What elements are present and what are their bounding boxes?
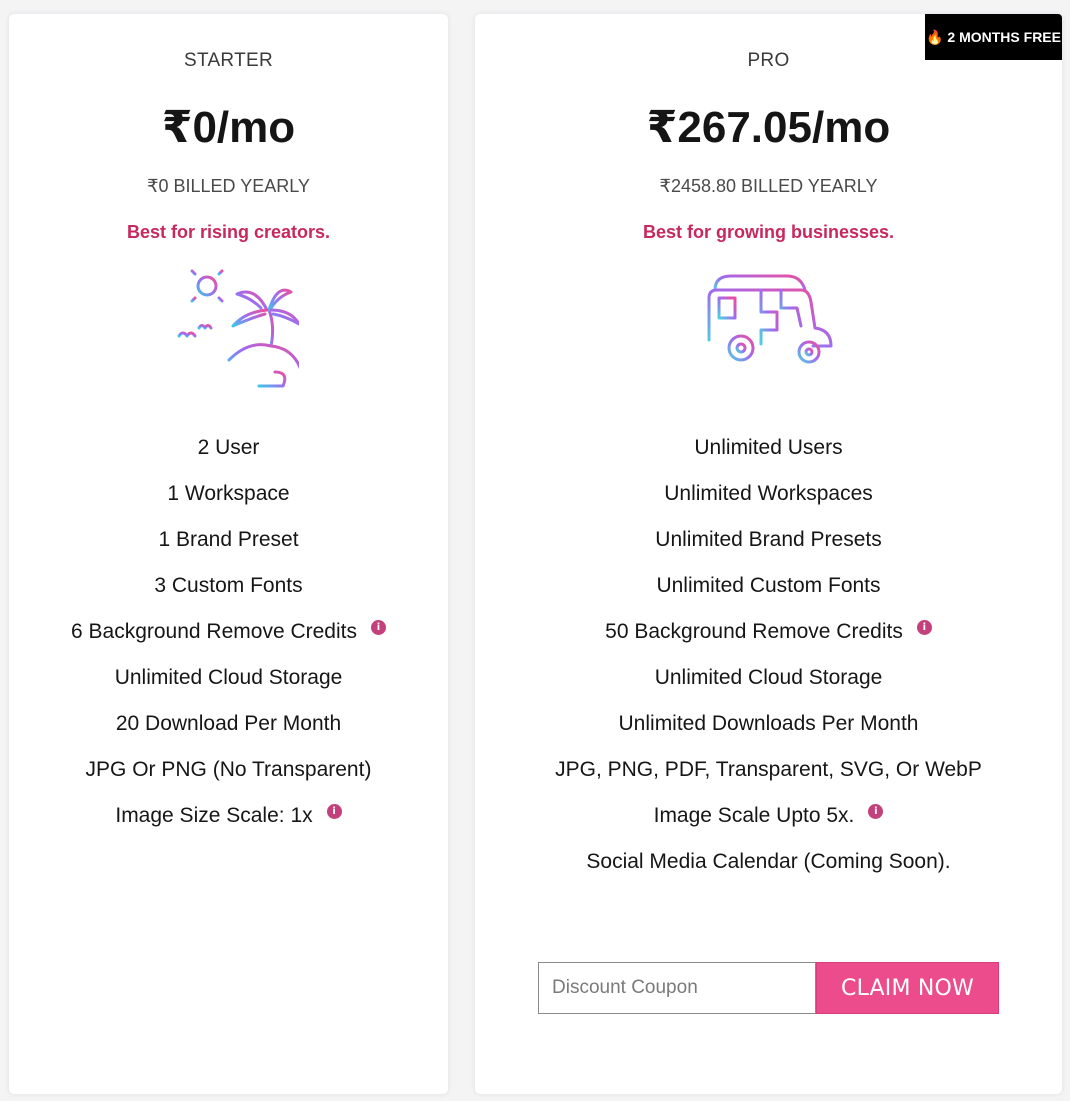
feature-item: Unlimited Cloud Storage — [654, 666, 883, 689]
feature-item: JPG, PNG, PDF, Transparent, SVG, Or WebP — [555, 758, 982, 781]
feature-item: Unlimited Cloud Storage — [114, 666, 343, 689]
pro-plan-card — [474, 13, 1063, 1095]
feature-list — [9, 434, 448, 848]
feature-item: Image Scale Upto 5x. i — [475, 802, 1062, 848]
feature-list — [475, 434, 1062, 894]
feature-item: Social Media Calendar (Coming Soon). — [586, 850, 951, 873]
promo-badge-label: 2 MONTHS FREE — [947, 29, 1061, 45]
plan-tagline: Best for rising creators. — [126, 222, 331, 242]
plan-price: ₹267.05/mo — [646, 103, 891, 152]
feature-item: 50 Background Remove Credits i — [475, 618, 1062, 664]
auto-rickshaw-icon — [701, 268, 837, 372]
starter-plan-card — [8, 13, 449, 1095]
plan-name: PRO — [747, 50, 790, 71]
claim-now-button[interactable]: CLAIM NOW — [816, 962, 999, 1014]
feature-item: 2 User — [197, 436, 260, 459]
plan-tagline: Best for growing businesses. — [642, 222, 895, 242]
info-icon[interactable]: i — [868, 804, 883, 819]
feature-item: 3 Custom Fonts — [154, 574, 303, 597]
feature-item: JPG Or PNG (No Transparent) — [85, 758, 372, 781]
feature-item: 20 Download Per Month — [115, 712, 342, 735]
plan-name: STARTER — [183, 50, 274, 71]
feature-item: 1 Workspace — [167, 482, 290, 505]
feature-item: Unlimited Brand Presets — [655, 528, 882, 551]
plan-price: ₹0/mo — [161, 103, 296, 152]
info-icon[interactable]: i — [371, 620, 386, 635]
feature-item: Unlimited Custom Fonts — [656, 574, 881, 597]
feature-item: Unlimited Workspaces — [664, 482, 873, 505]
feature-item: Image Size Scale: 1x i — [9, 802, 448, 848]
feature-item: Unlimited Downloads Per Month — [618, 712, 919, 735]
feature-item: 1 Brand Preset — [158, 528, 299, 551]
billed-yearly: ₹2458.80 BILLED YEARLY — [659, 176, 878, 196]
info-icon[interactable]: i — [327, 804, 342, 819]
feature-item: 6 Background Remove Credits i — [9, 618, 448, 664]
feature-item: Unlimited Users — [694, 436, 843, 459]
fire-icon: 🔥 — [925, 28, 944, 45]
discount-coupon-input[interactable] — [538, 962, 816, 1014]
billed-yearly: ₹0 BILLED YEARLY — [147, 176, 310, 196]
beach-palm-icon — [159, 248, 299, 396]
info-icon[interactable]: i — [917, 620, 932, 635]
